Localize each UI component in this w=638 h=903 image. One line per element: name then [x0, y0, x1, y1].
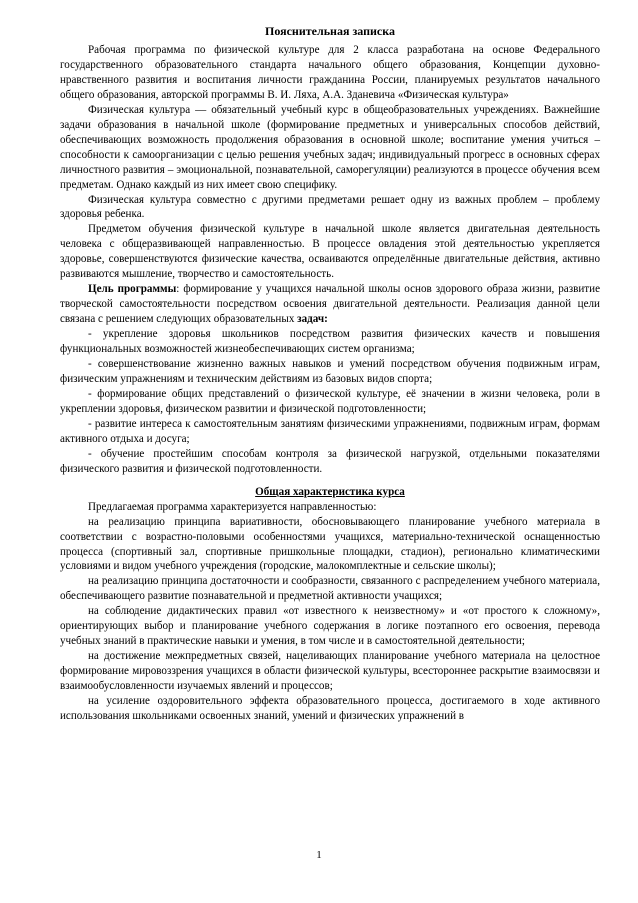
paragraph-health-problem: Физическая культура совместно с другими предметами решает одну из важных проблем – проблему здоровья ребенка. — [60, 193, 600, 221]
task-item: - обучение простейшим способам контроля за физической нагрузкой, отдельными показателями физического развития и физической подготовленности. — [60, 447, 600, 475]
task-item: - укрепление здоровья школьников посредством развития физических качеств и повышения функциональных возможностей жизнеобеспечивающих систем организма; — [60, 328, 600, 356]
principle-item: на усиление оздоровительного эффекта образовательного процесса, достигаемого в ходе активного использования школьниками освоенных знаний, умений и физических упражнений в — [60, 695, 600, 722]
goal-label: Цель программы — [88, 283, 177, 296]
section-title: Общая характеристика курса — [255, 485, 405, 498]
principle-item: на реализацию принципа вариативности, обосновывающего планирование учебного материала в соответствии с возрастно-половыми особенностями учащихся, материально-технической оснащенностью процесса (спортивный зал, спортивные пришкольные площадки, стадион), регионально климатическими условиями и видом учебного учреждения (городские, малокомплектные и сельские школы); — [60, 515, 600, 573]
paragraph-goal — [60, 282, 600, 327]
paragraph-intro: Рабочая программа по физической культуре для 2 класса разработана на основе Федерального государственного образовательного стандарта начального общего образования, Концепции духовно-нравственного развития и воспитания личности гражданина России, планируемых результатов начального общего образования, авторской программы В. И. Ляха, А.А. Зданевича «Физическая культура» — [60, 44, 600, 101]
paragraph-subject: Предметом обучения физической культуре в начальной школе является двигательная деятельность человека с общеразвивающей направленностью. В процессе овладения этой деятельностью укрепляется здоровье, совершенствуются физические качества, осваиваются определённые двигательные действия, активно развиваются мышление, творчество и самостоятельность. — [60, 223, 600, 281]
goal-text: : формирование у учащихся начальной школы основ здорового образа жизни, развитие творческой самостоятельности посредством освоения двигательной деятельности. Реализация данной цели связана с решением следующих образовательных — [60, 283, 600, 326]
page-number: 1 — [316, 849, 322, 861]
task-item: - формирование общих представлений о физической культуре, её значении в жизни человека, роли в укреплении здоровья, физическом развитии и физической подготовленности; — [60, 387, 600, 415]
task-item: - развитие интереса к самостоятельным занятиям физическими упражнениями, подвижным играм, формам активного отдыха и досуга; — [60, 417, 600, 445]
document-page — [60, 24, 600, 724]
principle-item: на соблюдение дидактических правил «от известного к неизвестному» и «от простого к сложному», ориентирующих выбор и планирование учебного содержания в логике поэтапного его освоения, перевода учебных знаний в практические навыки и умения, в том числе и в самостоятельной деятельности; — [60, 605, 600, 648]
principle-item: на достижение межпредметных связей, нацеливающих планирование учебного материала на целостное формирование мировоззрения учащихся в области физической культуры, всестороннее раскрытие взаимосвязи и взаимообусловленности изучаемых явлений и процессов; — [60, 650, 600, 693]
task-item: - совершенствование жизненно важных навыков и умений посредством обучения подвижным играм, физическим упражнениям и техническим действиям из базовых видов спорта; — [60, 358, 600, 385]
paragraph-pe-course: Физическая культура — обязательный учебный курс в общеобразовательных учреждениях. Важнейшие задачи образования в начальной школе (формирование предметных и универсальных способов действий, обеспечивающих возможность продолжения образования в основной школе; воспитание умения учиться – способности к самоорганизации с целью решения учебных задач; индивидуальный прогресс в основных сферах личностного развития – эмоциональной, познавательной, саморегуляции) реализуются в процессе обучения всем предметам. Однако каждый из них имеет свою специфику. — [60, 103, 600, 191]
document-title: Пояснительная записка — [264, 24, 395, 38]
paragraph-orientation: Предлагаемая программа характеризуется направленностью: — [88, 500, 377, 513]
principle-item: на реализацию принципа достаточности и сообразности, связанного с распределением учебного материала, обеспечивающего развитие познавательной и предметной активности учащихся; — [60, 575, 600, 603]
tasks-label: задач: — [297, 313, 328, 326]
